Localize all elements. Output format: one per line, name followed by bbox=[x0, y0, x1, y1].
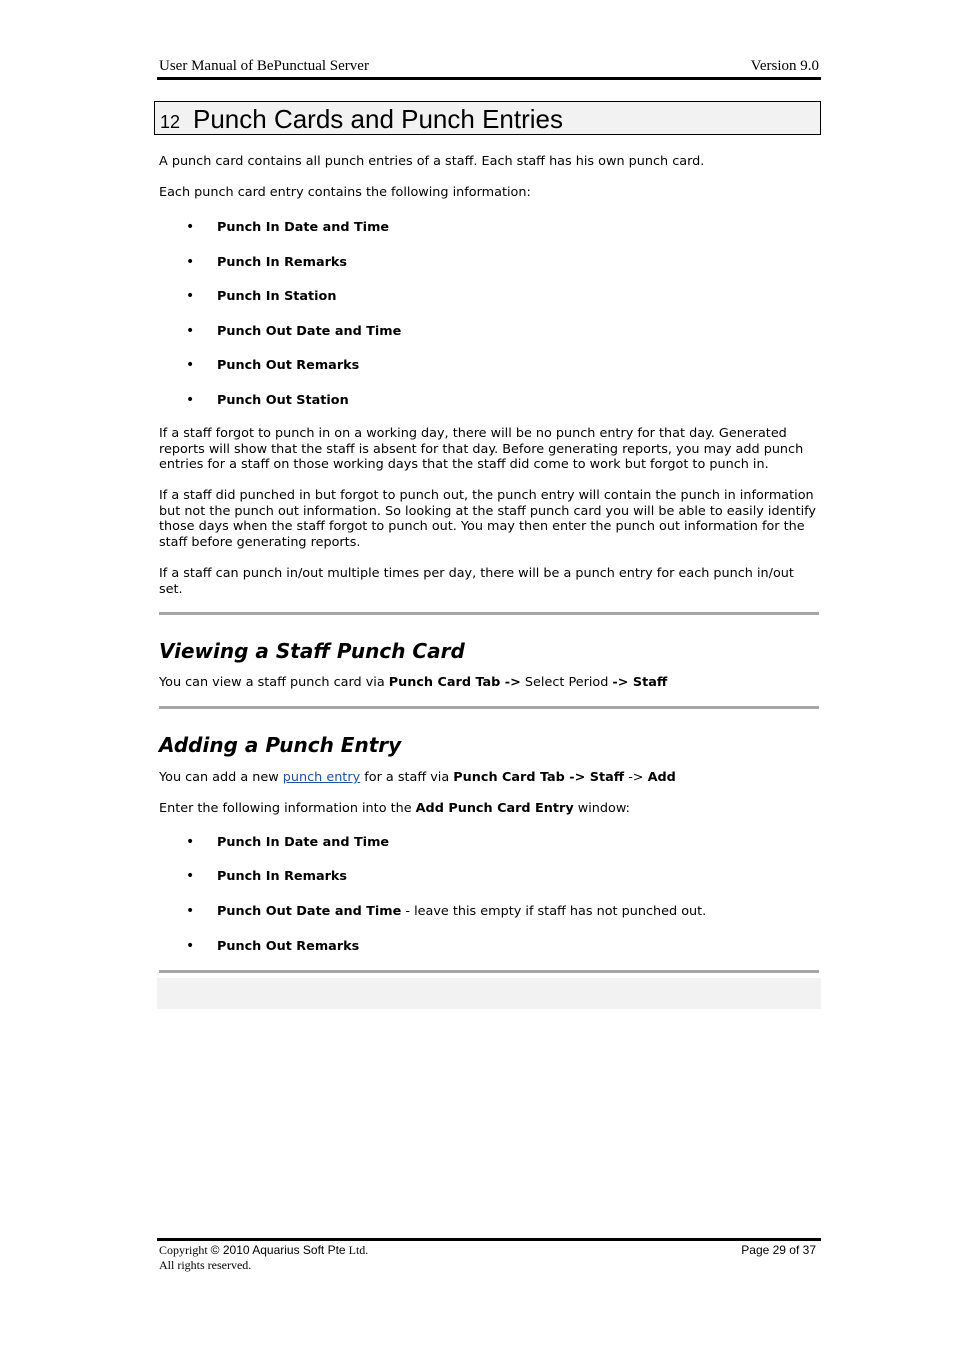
chapter-heading bbox=[154, 101, 821, 135]
copyright-ltd: Ltd. bbox=[345, 1243, 369, 1257]
punch-entry-link[interactable]: punch entry bbox=[282, 770, 361, 785]
bullet-icon: • bbox=[186, 254, 195, 270]
list-item-label: Punch Out Date and Time bbox=[217, 904, 402, 919]
forgot-punch-out-paragraph: If a staff did punched in but forgot to punch out, the punch entry will contain the punch in information but not the punch out information. So looking at the staff punch card you will be able to easily identify those days when the staff forgot to punch out. You may then enter the punch out information for the staff before generating reports. bbox=[159, 488, 817, 550]
empty-shaded-block bbox=[157, 978, 821, 1009]
list-item-label: Punch Out Remarks bbox=[217, 939, 360, 954]
footer-rule bbox=[157, 1238, 821, 1241]
section-divider bbox=[159, 970, 819, 973]
adding-section-heading: Adding a Punch Entry bbox=[159, 733, 402, 757]
bullet-icon: • bbox=[186, 868, 195, 884]
intro-fields-lead: Each punch card entry contains the following information: bbox=[159, 185, 531, 200]
adding-arrow: -> bbox=[624, 770, 648, 785]
bullet-icon: • bbox=[186, 938, 195, 954]
header-manual-title: User Manual of BePunctual Server bbox=[159, 58, 369, 74]
bullet-icon: • bbox=[186, 903, 195, 919]
list-item-label: Punch In Remarks bbox=[217, 255, 348, 270]
copyright-word: Copyright bbox=[159, 1243, 211, 1257]
list-item-label: Punch Out Remarks bbox=[217, 358, 360, 373]
adding-add-path: Add bbox=[647, 770, 676, 785]
chapter-number: 12 bbox=[160, 112, 181, 132]
section-divider bbox=[159, 612, 819, 615]
rights-reserved: All rights reserved. bbox=[159, 1258, 252, 1272]
enter-suffix: window: bbox=[573, 801, 630, 816]
intro-paragraph: A punch card contains all punch entries of a staff. Each staff has his own punch card. bbox=[159, 154, 705, 169]
page-header bbox=[159, 58, 819, 76]
viewing-instructions bbox=[159, 675, 819, 691]
viewing-select-period: Select Period bbox=[520, 675, 613, 690]
adding-instructions bbox=[159, 770, 819, 786]
list-item-label: Punch Out Station bbox=[217, 393, 349, 408]
window-name: Add Punch Card Entry bbox=[415, 801, 574, 816]
bullet-icon: • bbox=[186, 323, 195, 339]
list-item-label: Punch In Remarks bbox=[217, 869, 348, 884]
bullet-icon: • bbox=[186, 357, 195, 373]
chapter-title: Punch Cards and Punch Entries bbox=[193, 104, 563, 134]
adding-window-instructions bbox=[159, 801, 819, 817]
forgot-punch-in-paragraph: If a staff forgot to punch in on a working day, there will be no punch entry for that day. Generated reports will show that the staff is absent for that day. Before generating reports, you may add punch entries for a staff on those working days that the staff did come to work but forgot to punch in. bbox=[159, 426, 804, 472]
list-item-label: Punch In Station bbox=[217, 289, 337, 304]
adding-mid: for a staff via bbox=[360, 770, 454, 785]
bullet-icon: • bbox=[186, 288, 195, 304]
list-item-label: Punch Out Date and Time bbox=[217, 324, 402, 339]
list-item-note: - leave this empty if staff has not punched out. bbox=[401, 904, 707, 919]
viewing-prefix: You can view a staff punch card via bbox=[159, 675, 389, 690]
bullet-icon: • bbox=[186, 219, 195, 235]
header-rule bbox=[157, 77, 821, 80]
list-item-label: Punch In Date and Time bbox=[217, 220, 390, 235]
viewing-tab-path: Punch Card Tab -> bbox=[388, 675, 521, 690]
copyright-line bbox=[159, 1243, 368, 1258]
list-item-label: Punch In Date and Time bbox=[217, 835, 390, 850]
copyright-company: 2010 Aquarius Soft Pte bbox=[219, 1243, 346, 1257]
multiple-punch-paragraph: If a staff can punch in/out multiple times per day, there will be a punch entry for each punch in/out set. bbox=[159, 566, 794, 597]
viewing-staff-path: -> Staff bbox=[612, 675, 668, 690]
page-number: Page 29 of 37 bbox=[741, 1243, 816, 1257]
adding-tab-path: Punch Card Tab -> Staff bbox=[453, 770, 625, 785]
bullet-icon: • bbox=[186, 834, 195, 850]
enter-prefix: Enter the following information into the bbox=[159, 801, 416, 816]
bullet-icon: • bbox=[186, 392, 195, 408]
copyright-symbol: © bbox=[210, 1243, 220, 1257]
viewing-section-heading: Viewing a Staff Punch Card bbox=[159, 639, 465, 663]
adding-prefix: You can add a new bbox=[159, 770, 283, 785]
header-version: Version 9.0 bbox=[750, 58, 819, 74]
section-divider bbox=[159, 706, 819, 709]
